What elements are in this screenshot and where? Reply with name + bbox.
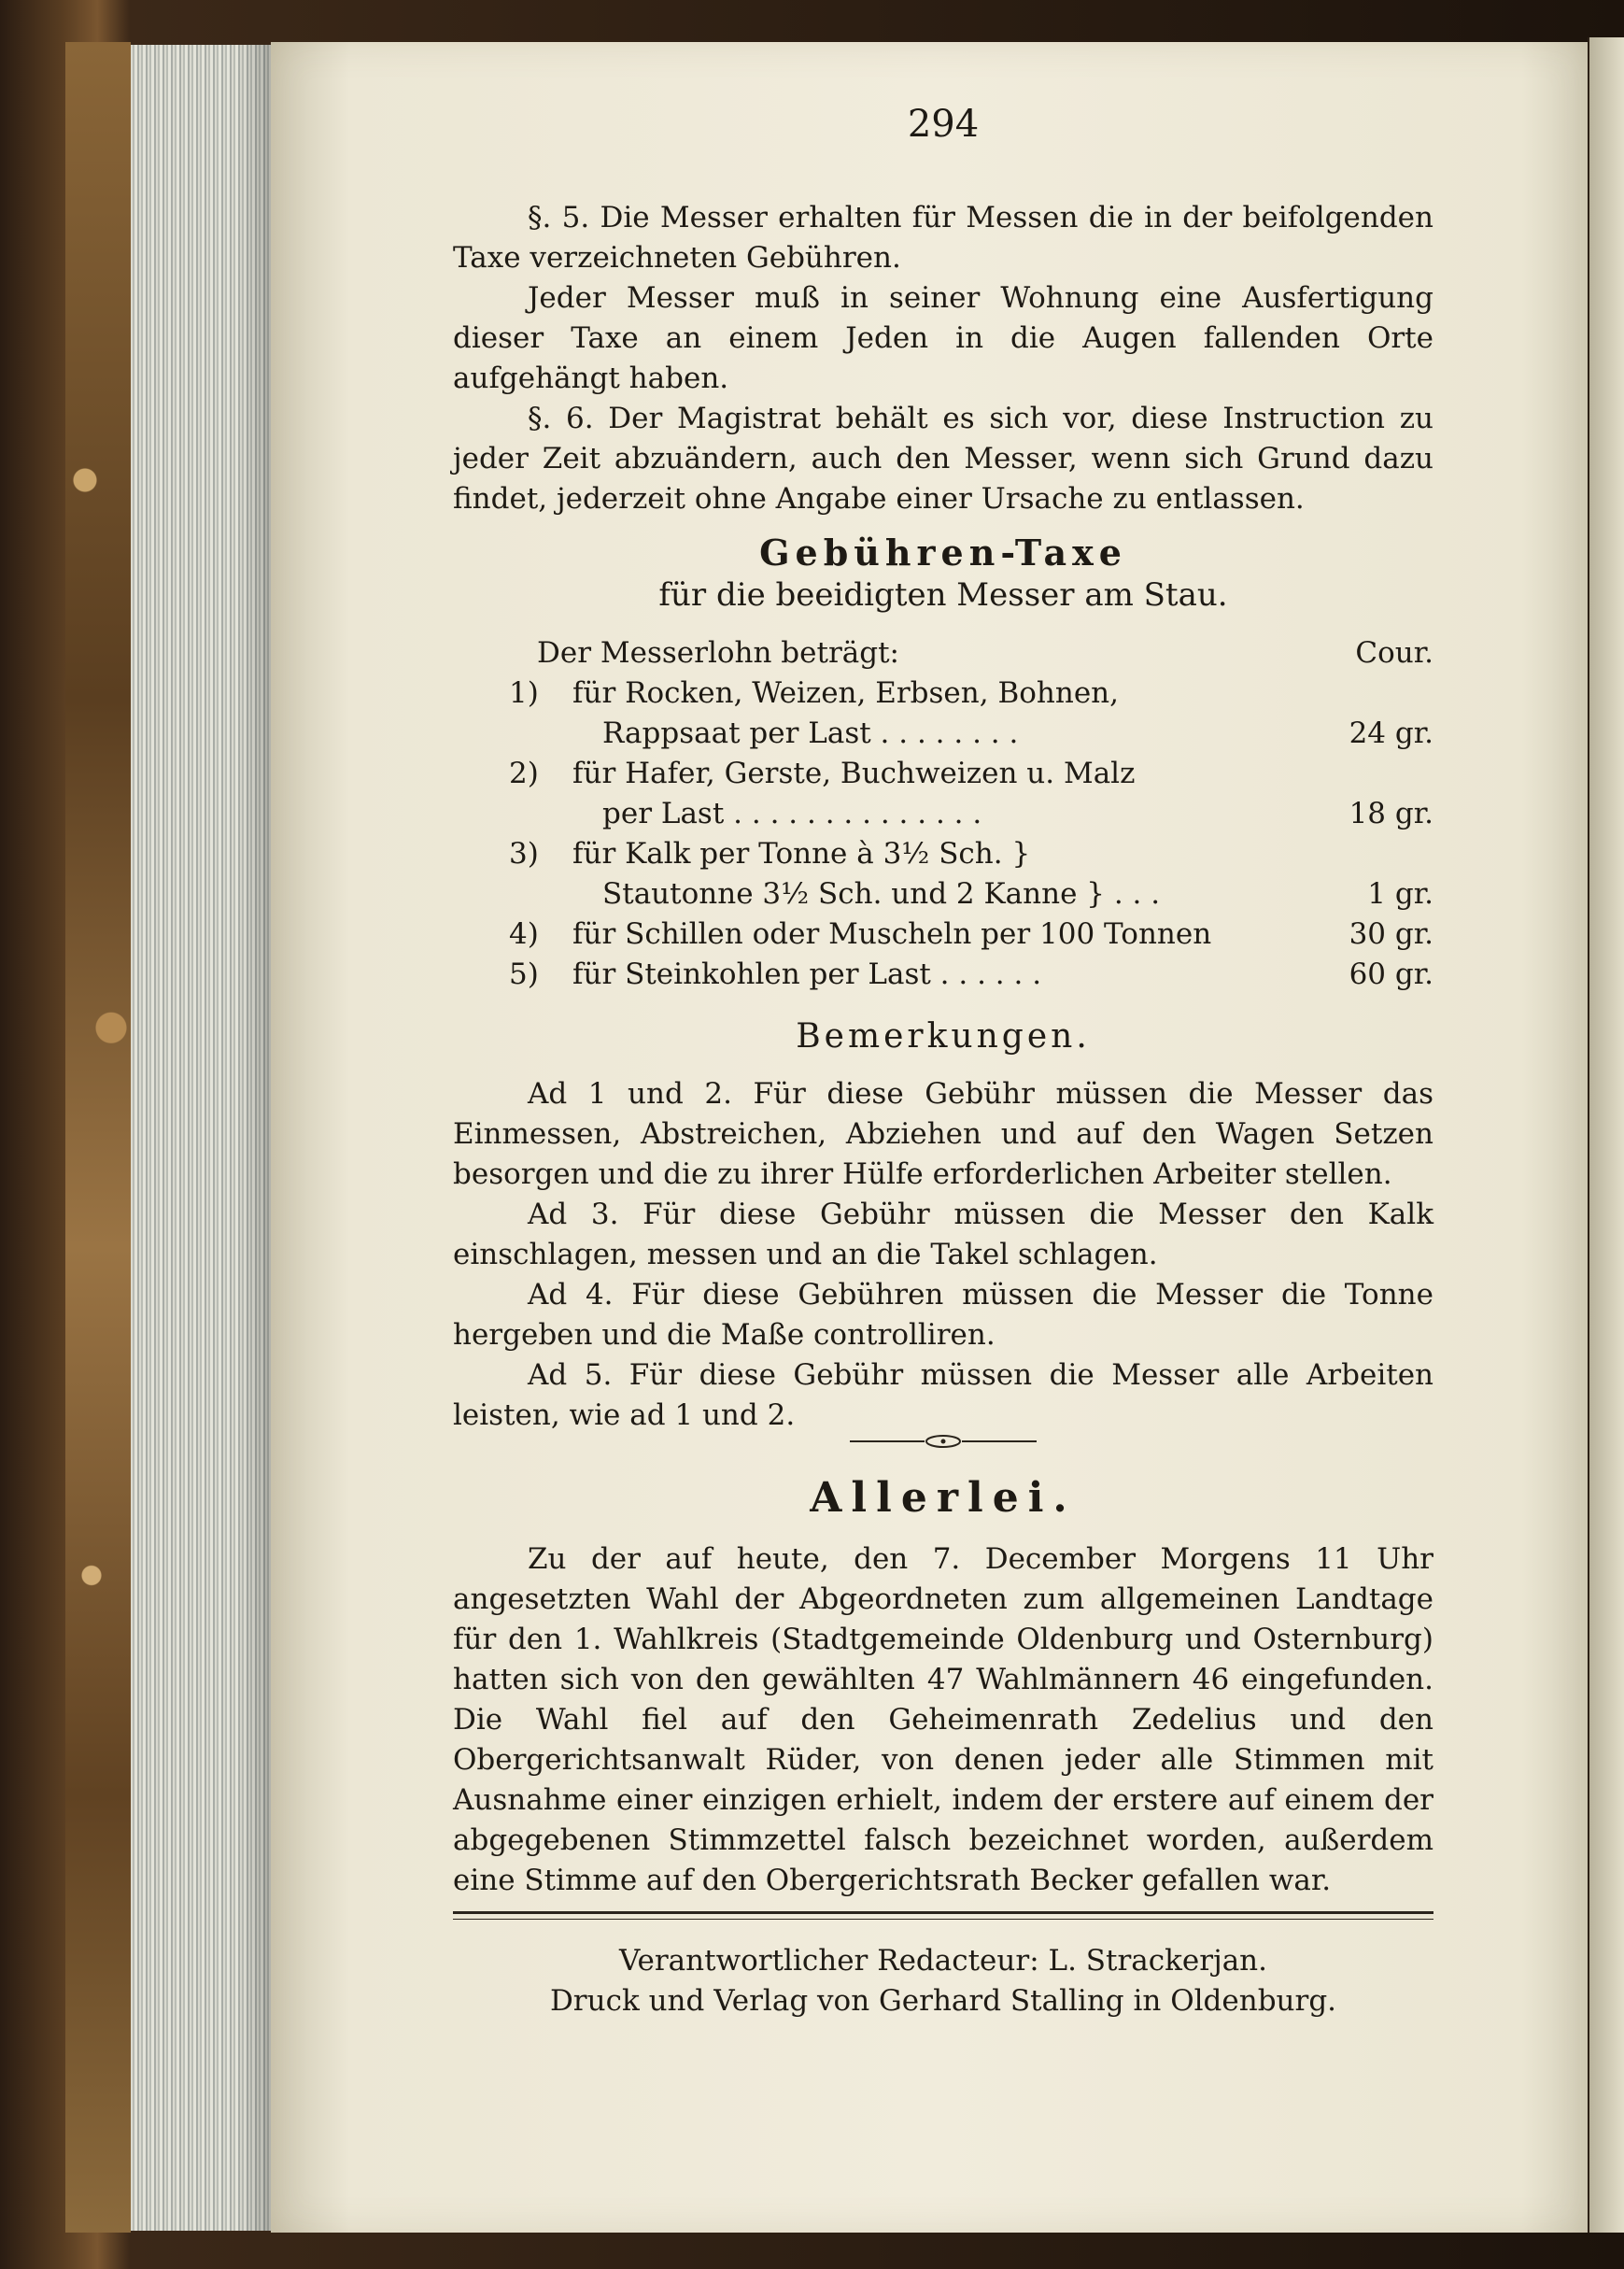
row-price: 30 gr. <box>1349 917 1433 951</box>
tariff-row <box>453 714 1433 754</box>
tariff-row <box>453 834 1433 874</box>
row-number: 3) <box>509 837 539 871</box>
row-description: per Last . . . . . . . . . . . . . . <box>602 797 982 830</box>
paragraph-5-notice: Jeder Messer muß in seiner Wohnung eine Ausfertigung dieser Taxe an einem Jeden in die Augen fallenden Orte aufgehängt haben. <box>453 281 1433 395</box>
remarks-title: Bemerkungen. <box>796 1017 1091 1056</box>
row-description: für Hafer, Gerste, Buchweizen u. Malz <box>572 757 1136 790</box>
tariff-header-right: Cour. <box>1355 636 1433 670</box>
page-edges-shadow <box>238 45 275 2231</box>
tariff-row <box>453 754 1433 794</box>
page-number: 294 <box>907 103 980 146</box>
row-price: 1 gr. <box>1367 877 1433 911</box>
allerlei-paragraph: Zu der auf heute, den 7. December Morgens 11 Uhr angesetzten Wahl der Abgeordneten zum allgemeinen Landtage für den 1. Wahlkreis (Stadtgemeinde Oldenburg und Osternburg) hatten sich von den gewählten 47 Wahlmännern 46 eingefunden. Die Wahl fiel auf den Geheimenrath Zedelius und den Obergerichtsanwalt Rüder, von denen jeder alle Stimmen mit Ausnahme einer einzigen erhielt, indem der erstere auf einem der abgegebenen Stimmzettel falsch bezeichnet worden, außerdem eine Stimme auf den Obergerichtsrath Becker gefallen war. <box>453 1542 1433 1897</box>
remark-item: Ad 1 und 2. Für diese Gebühr müssen die Messer das Einmessen, Abstreichen, Abziehen und auf den Wagen Setzen besorgen und die zu ihrer Hülfe erforderlichen Arbeiter stellen. <box>453 1077 1433 1191</box>
footer-editor: Verantwortlicher Redacteur: L. Strackerjan. <box>618 1944 1268 1978</box>
footer-printer: Druck und Verlag von Gerhard Stalling in Oldenburg. <box>549 1984 1337 2018</box>
remarks-list <box>453 1074 1433 1436</box>
facing-page-edge <box>1588 37 1624 2233</box>
paragraph-6: §. 6. Der Magistrat behält es sich vor, diese Instruction zu jeder Zeit abzuändern, auch den Messer, wenn sich Grund dazu findet, jederzeit ohne Angabe einer Ursache zu entlassen. <box>453 402 1433 516</box>
row-description: Rappsaat per Last . . . . . . . . <box>602 716 1019 750</box>
remark-item: Ad 3. Für diese Gebühr müssen die Messer den Kalk einschlagen, messen und an die Takel schlagen. <box>453 1198 1433 1271</box>
row-number: 5) <box>509 957 539 991</box>
tariff-header <box>453 633 1433 674</box>
tariff-row <box>453 874 1433 915</box>
tariff-header-left: Der Messerlohn beträgt: <box>537 636 899 670</box>
footer-rule-thin <box>453 1919 1433 1920</box>
row-description: Stautonne 3½ Sch. und 2 Kanne } . . . <box>602 877 1161 911</box>
marbled-spine <box>65 42 131 2233</box>
row-price: 24 gr. <box>1349 716 1433 750</box>
tariff-row <box>453 955 1433 995</box>
tariff-table <box>453 633 1433 995</box>
row-description: für Kalk per Tonne à 3½ Sch. } <box>572 837 1031 871</box>
row-description: für Steinkohlen per Last . . . . . . <box>572 957 1042 991</box>
row-number: 2) <box>509 757 539 790</box>
row-number: 4) <box>509 917 539 951</box>
row-description: für Schillen oder Muscheln per 100 Tonnen <box>572 917 1212 951</box>
remark-item: Ad 5. Für diese Gebühr müssen die Messer alle Arbeiten leisten, wie ad 1 und 2. <box>453 1358 1433 1432</box>
divider-ornament-icon <box>850 1433 1037 1450</box>
tariff-subtitle: für die beeidigten Messer am Stau. <box>658 576 1228 614</box>
row-price: 18 gr. <box>1349 797 1433 830</box>
paragraph-5: §. 5. Die Messer erhalten für Messen die in der beifolgenden Taxe verzeichneten Gebühren. <box>453 201 1433 275</box>
row-number: 1) <box>509 676 539 710</box>
tariff-row <box>453 794 1433 834</box>
tariff-title: Gebühren-Taxe <box>759 532 1127 574</box>
tariff-row <box>453 674 1433 714</box>
tariff-row <box>453 915 1433 955</box>
row-price: 60 gr. <box>1349 957 1433 991</box>
footer-rule-thick <box>453 1911 1433 1914</box>
section-instruction <box>453 198 1433 519</box>
row-description: für Rocken, Weizen, Erbsen, Bohnen, <box>572 676 1119 710</box>
allerlei-title: Allerlei. <box>810 1474 1077 1522</box>
remark-item: Ad 4. Für diese Gebühren müssen die Messer die Tonne hergeben und die Maße controlliren. <box>453 1278 1433 1352</box>
allerlei-section <box>453 1539 1433 1901</box>
